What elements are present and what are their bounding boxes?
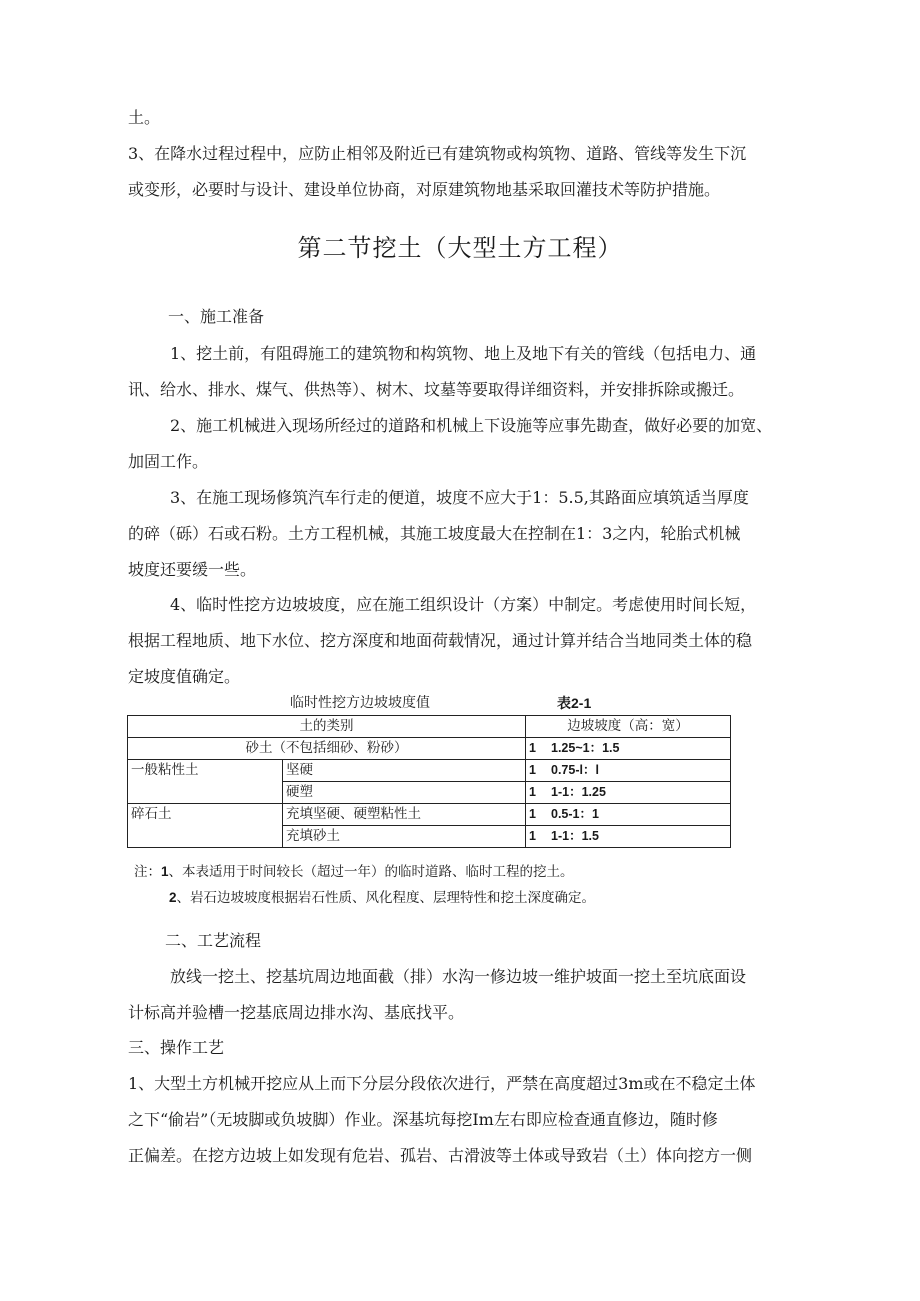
- cell-subtype: 硬塑: [283, 782, 526, 804]
- cell-slope: 0.75-l：l: [548, 760, 731, 782]
- text-line: 或变形，必要时与设计、建设单位协商，对原建筑物地基采取回灌技术等防护措施。: [128, 180, 721, 199]
- text-line: 坡度还要缓一些。: [128, 560, 257, 579]
- text-line: 之下“偷岩”（无坡脚或负坡脚）作业。深基坑每挖Im左右即应检查通直修边，随时修: [128, 1110, 718, 1129]
- table-row: [128, 804, 731, 826]
- text-line: 计标高并验槽一挖基底周边排水沟、基底找平。: [128, 1003, 465, 1022]
- slope-table: [127, 715, 731, 848]
- cell-subtype: 充填坚硬、硬塑粘性土: [283, 804, 526, 826]
- note-label: 注：: [134, 864, 161, 880]
- text-line: 4、临时性挖方边坡坡度，应在施工组织设计（方案）中制定。考虑使用时间长短，: [170, 595, 757, 614]
- cell-ratio-num: 1: [526, 804, 549, 826]
- cell-ratio-num: 1: [526, 782, 549, 804]
- cell-slope: 1-1：1.5: [548, 826, 731, 848]
- text-line: 1、大型土方机械开挖应从上而下分层分段依次进行，严禁在高度超过3m或在不稳定土体: [128, 1074, 756, 1093]
- subsection-title: 三、操作工艺: [128, 1038, 225, 1057]
- subsection-title: 二、工艺流程: [165, 931, 262, 950]
- table-row: [128, 738, 731, 760]
- text-line: 土。: [128, 108, 161, 127]
- text-line: 放线一挖土、挖基坑周边地面截（排）水沟一修边坡一维护坡面一挖土至坑底面设: [170, 967, 747, 986]
- table-row: [128, 760, 731, 782]
- header-slope: 边坡坡度（高：宽）: [526, 716, 731, 738]
- text-line: 2、施工机械进入现场所经过的道路和机械上下设施等应事先勘查，做好必要的加宽、: [170, 416, 773, 435]
- text-line: 正偏差。在挖方边坡上如发现有危岩、孤岩、古滑波等土体或导致岩（土）体向挖方一侧: [128, 1146, 753, 1165]
- text-line: 3、在施工现场修筑汽车行走的便道，坡度不应大于1：5.5,其路面应填筑适当厚度: [170, 488, 749, 507]
- text-line: 1、挖土前，有阻碍施工的建筑物和构筑物、地上及地下有关的管线（包括电力、通: [170, 344, 757, 363]
- text-line: 根据工程地质、地下水位、挖方深度和地面荷载情况，通过计算并结合当地同类土体的稳: [128, 631, 753, 650]
- table-header-row: [128, 716, 731, 738]
- text-line: 的碎（砾）石或石粉。土方工程机械，其施工坡度最大在控制在1：3之内，轮胎式机械: [128, 524, 741, 543]
- header-soil-type: 土的类别: [128, 716, 526, 738]
- note-number: 1: [161, 864, 169, 879]
- cell-slope: 1-1：1.25: [548, 782, 731, 804]
- note-number: 2: [169, 890, 177, 905]
- cell-ratio-num: 1: [526, 760, 549, 782]
- text-line: 加固工作。: [128, 452, 209, 471]
- cell-subtype: 充填砂土: [283, 826, 526, 848]
- table-number: 表2-1: [557, 695, 592, 711]
- text-line: 讯、给水、排水、煤气、供热等）、树木、坟墓等要取得详细资料，并安排拆除或搬迁。: [128, 380, 745, 399]
- table-note-2: [169, 887, 595, 909]
- cell-slope: 1.25~1：1.5: [548, 738, 731, 760]
- text-line: 定坡度值确定。: [128, 667, 241, 686]
- section-heading: 第二节挖土（大型土方工程）: [297, 234, 623, 262]
- table-caption: 临时性挖方边坡坡度值: [290, 695, 430, 711]
- text-line: 3、在降水过程过程中，应防止相邻及附近已有建筑物或构筑物、道路、管线等发生下沉: [128, 144, 747, 163]
- cell-soil: 碎石土: [128, 804, 283, 848]
- cell-subtype: 坚硬: [283, 760, 526, 782]
- note-text: 、岩石边坡坡度根据岩石性质、风化程度、层理特性和挖土深度确定。: [176, 890, 596, 906]
- cell-soil: 一般粘性土: [128, 760, 283, 804]
- subsection-title: 一、施工准备: [168, 307, 265, 326]
- cell-slope: 0.5-1：1: [548, 804, 731, 826]
- cell-ratio-num: 1: [526, 738, 549, 760]
- table-note-1: [134, 861, 574, 883]
- note-text: 、本表适用于时间较长（超过一年）的临时道路、临时工程的挖土。: [168, 864, 574, 880]
- cell-soil: 砂土（不包括细砂、粉砂）: [128, 738, 526, 760]
- cell-ratio-num: 1: [526, 826, 549, 848]
